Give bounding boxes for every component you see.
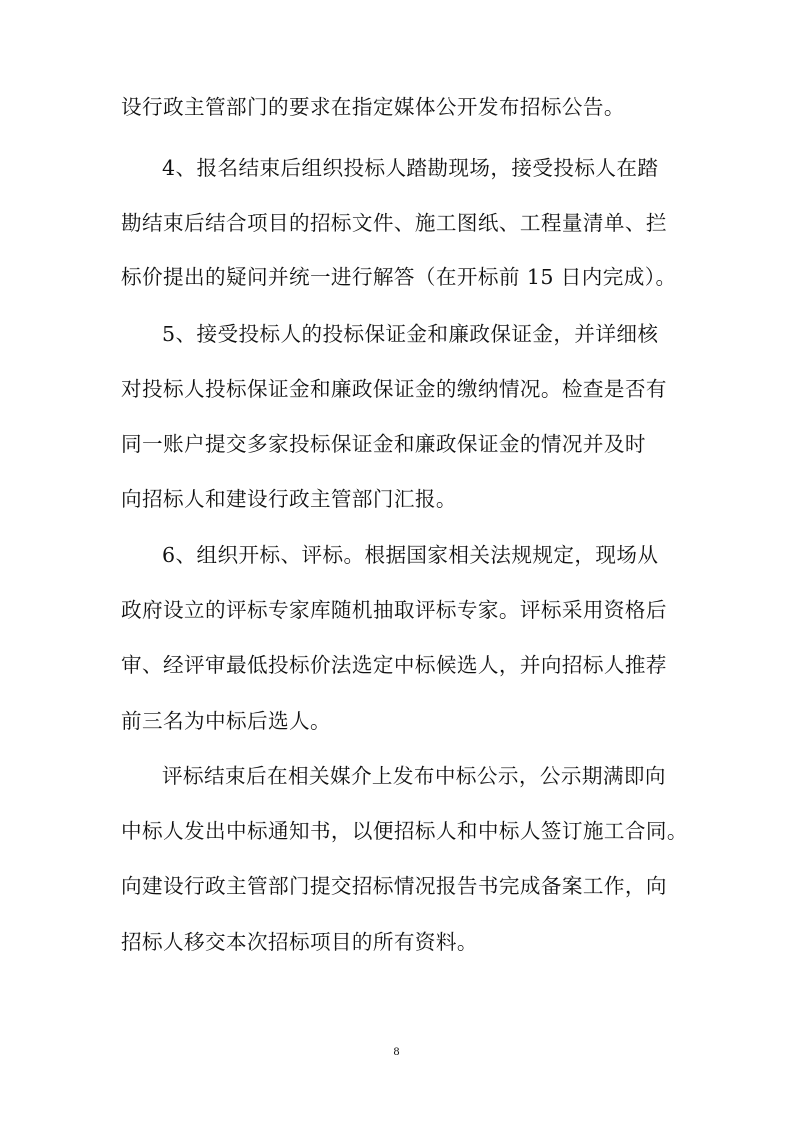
text-line: 5、接受投标人的投标保证金和廉政保证金，并详细核 xyxy=(162,322,659,346)
text-line: 标价提出的疑问并统一进行解答（在开标前 15 日内完成）。 xyxy=(121,265,677,289)
text-line: 向招标人和建设行政主管部门汇报。 xyxy=(121,487,457,511)
text-line: 前三名为中标后选人。 xyxy=(121,709,331,733)
text-line: 4、报名结束后组织投标人踏勘现场，接受投标人在踏 xyxy=(162,156,659,180)
text-line: 同一账户提交多家投标保证金和廉政保证金的情况并及时 xyxy=(121,432,646,456)
text-line: 中标人发出中标通知书，以便招标人和中标人签订施工合同。 xyxy=(121,819,688,843)
text-line: 评标结束后在相关媒介上发布中标公示，公示期满即向 xyxy=(162,764,666,788)
text-line: 对投标人投标保证金和廉政保证金的缴纳情况。检查是否有 xyxy=(121,377,667,401)
text-line: 勘结束后结合项目的招标文件、施工图纸、工程量清单、拦 xyxy=(121,211,667,235)
text-line: 6、组织开标、评标。根据国家相关法规规定，现场从 xyxy=(162,543,659,567)
text-line: 招标人移交本次招标项目的所有资料。 xyxy=(121,930,478,954)
text-line: 政府设立的评标专家库随机抽取评标专家。评标采用资格后 xyxy=(121,598,667,622)
page-number: 8 xyxy=(393,1044,400,1058)
text-line: 向建设行政主管部门提交招标情况报告书完成备案工作，向 xyxy=(121,874,667,898)
text-line: 审、经评审最低投标价法选定中标候选人，并向招标人推荐 xyxy=(121,653,667,677)
text-line: 设行政主管部门的要求在指定媒体公开发布招标公告。 xyxy=(121,95,625,119)
